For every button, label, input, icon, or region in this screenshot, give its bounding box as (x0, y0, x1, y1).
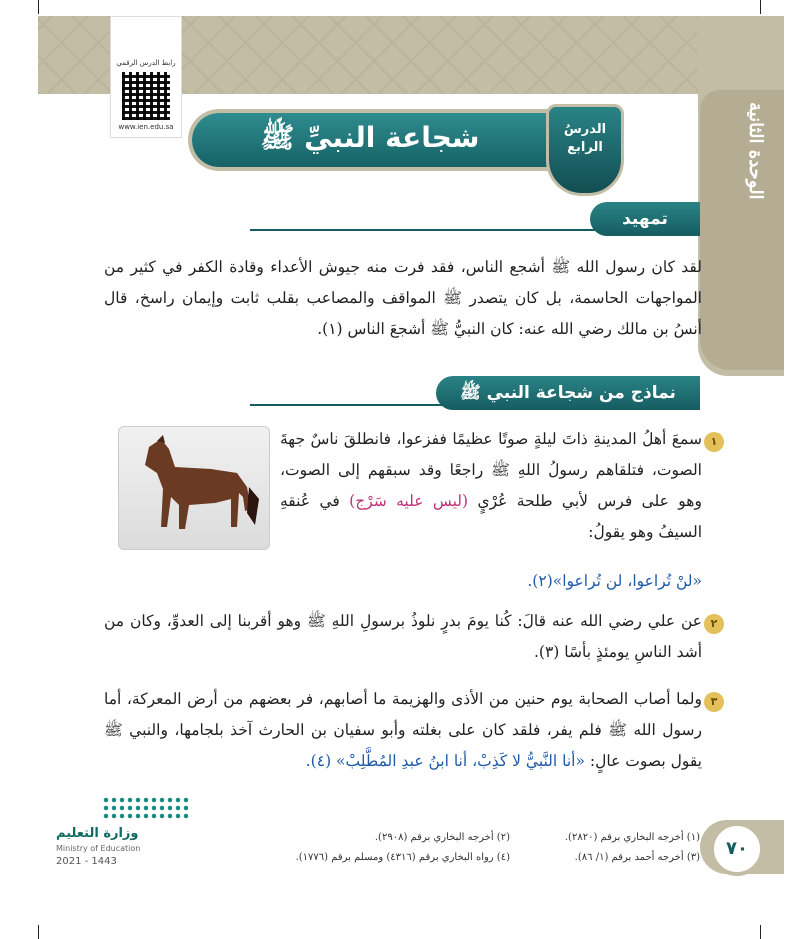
qr-code-icon[interactable] (122, 72, 170, 120)
example-3-bullet: ٣ (704, 692, 724, 712)
lesson-badge-line1: الدرسُ (563, 122, 607, 137)
ministry-name-ar: وزارة التعليم (56, 826, 139, 841)
qr-card[interactable] (110, 16, 182, 138)
example-1-note: (ليس عليه سَرْج) (349, 492, 469, 510)
example-1-quote: «لنْ تُراعوا، لن تُراعوا»(٢). (527, 572, 702, 590)
crop-mark (760, 925, 761, 939)
example-1-body: سمعَ أهلُ المدينةِ ذاتَ ليلةٍ صوتًا عظيمًا ففزعوا، فانطلقَ ناسٌ جهةَ الصوت، فتلقاهم رسولُ اللهِ ﷺ راجعًا وقد سبقهم إلى الصوت، وهو على فرس لأبي طلحة عُرْيٍ (280, 430, 702, 510)
edition-year: 2021 - 1443 (56, 856, 117, 867)
intro-heading: تمهيد (590, 202, 700, 236)
intro-text: لقد كان رسول الله ﷺ أشجع الناس، فقد فرت منه جيوش الأعداء وقادة الكفر في كثير من المواجهات الحاسمة، بل كان يتصدر ﷺ المواقف والمصاعب بقلب ثابت وإيمان راسخ، قال أنسُ بن مالك رضي الله عنه: كان النبيُّ ﷺ أشجعَ الناس (١). (104, 258, 702, 338)
ministry-dots-icon (102, 796, 192, 820)
lesson-title: شجاعة النبيِّ ﷺ (260, 121, 480, 154)
crop-mark (38, 925, 39, 939)
example-3-quote: «أنا النَّبيُّ لا كَذِبْ، أنا ابنُ عبدِ المُطَّلِبْ» (٤). (305, 752, 585, 770)
footnote-3: (٣) أخرجه أحمد برقم (١/ ٨٦). (574, 852, 700, 863)
qr-url[interactable]: www.ien.edu.sa (118, 123, 174, 131)
unit-label: الوحدة الثانية (745, 102, 766, 200)
example-1-text (280, 424, 702, 548)
example-3-body: ولما أصاب الصحابة يوم حنين من الأذى والهزيمة ما أصابهم، فر بعضهم من أرض المعركة، أما رسول الله ﷺ فلم يفر، فلقد كان على بغلته وأبو سفيان بن الحارث آخذ بلجامها، والنبي ﷺ يقول بصوت عالٍ: (104, 690, 702, 770)
example-2-bullet: ٢ (704, 614, 724, 634)
qr-title: رابط الدرس الرقمي (116, 59, 176, 67)
example-1-bullet: ١ (704, 432, 724, 452)
lesson-badge-line2: الرابع (567, 140, 603, 155)
example-3-text (104, 684, 702, 777)
footnote-2: (٢) أخرجه البخاري برقم (٢٩٠٨). (374, 832, 510, 843)
crop-mark (760, 0, 761, 14)
ministry-logo (56, 794, 186, 874)
examples-heading: نماذج من شجاعة النبي ﷺ (436, 376, 700, 410)
footnote-4: (٤) رواه البخاري برقم (٤٣١٦) ومسلم برقم (١٧٧٦). (295, 852, 510, 863)
example-2-text: عن علي رضي الله عنه قالَ: كُنا يومَ بدرٍ نلوذُ برسولِ اللهِ ﷺ وهو أقربنا إلى العدوِّ، وكان من أشد الناسِ يومئذٍ بأسًا (٣). (104, 612, 702, 661)
crop-mark (38, 0, 39, 14)
example-1-body-2: في عُنقهِ السيفُ وهو يقولُ: (280, 492, 702, 541)
footnote-1: (١) أخرجه البخاري برقم (٢٨٢٠). (564, 832, 700, 843)
lesson-badge (546, 104, 624, 196)
page-number: ٧٠ (710, 822, 764, 876)
horse-image (118, 426, 270, 550)
ministry-name-en: Ministry of Education (56, 844, 141, 853)
